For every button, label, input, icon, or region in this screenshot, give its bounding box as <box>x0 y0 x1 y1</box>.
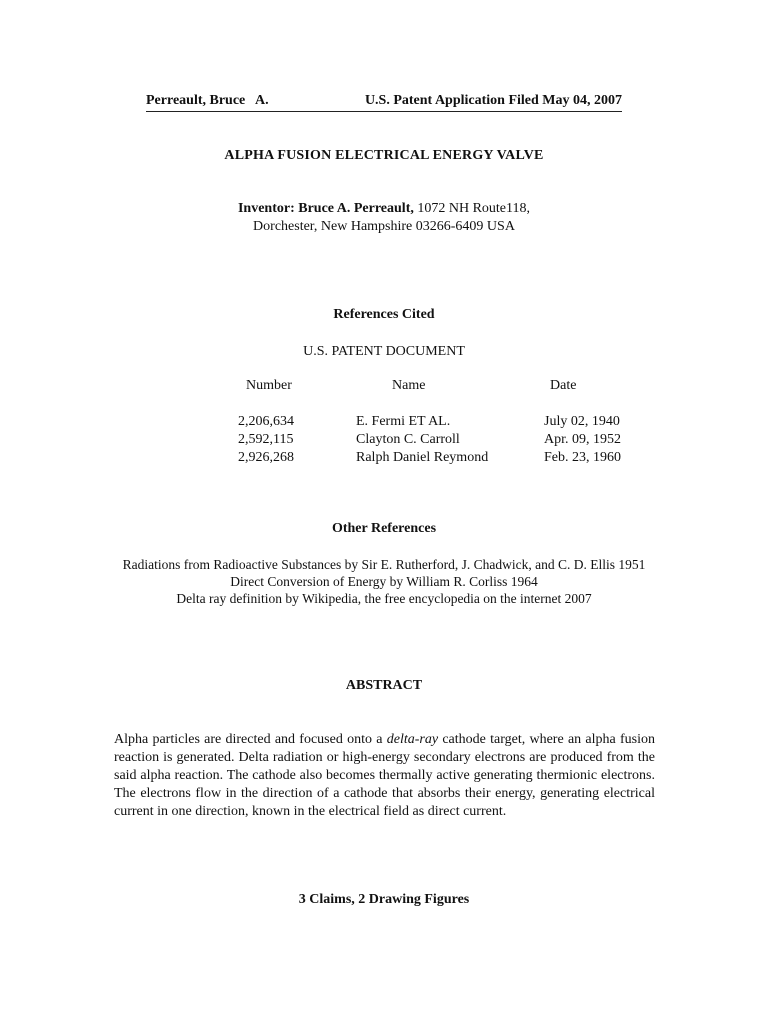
patent-date: Apr. 09, 1952 <box>544 432 621 447</box>
patent-name: E. Fermi ET AL. <box>356 414 451 429</box>
table-row <box>226 450 640 468</box>
patent-date: July 02, 1940 <box>544 414 620 429</box>
patent-number: 2,206,634 <box>238 414 294 429</box>
patent-document-subheading: U.S. PATENT DOCUMENT <box>303 344 465 359</box>
inventor-address-line2: Dorchester, New Hampshire 03266-6409 USA <box>253 219 515 234</box>
patent-name: Ralph Daniel Reymond <box>356 450 489 465</box>
abstract-emphasis: delta-ray <box>386 732 439 747</box>
claims-summary: 3 Claims, 2 Drawing Figures <box>298 892 470 907</box>
references-heading: References Cited <box>333 307 435 322</box>
patent-name: Clayton C. Carroll <box>356 432 460 447</box>
patent-number: 2,592,115 <box>238 432 294 447</box>
column-header-number: Number <box>246 378 292 393</box>
patent-number: 2,926,268 <box>238 450 294 465</box>
header-filing-date: U.S. Patent Application Filed May 04, 2007 <box>364 93 622 108</box>
other-references-heading: Other References <box>331 521 437 536</box>
table-row <box>226 432 640 450</box>
references-table <box>226 378 640 468</box>
column-header-name: Name <box>392 378 426 393</box>
header-author: Perreault, Bruce A. <box>146 93 269 108</box>
references-header-row <box>226 378 640 400</box>
other-reference-item: Radiations from Radioactive Substances by Sir E. Rutherford, J. Chadwick, and C. D. Ellis 1951 <box>122 557 646 572</box>
patent-date: Feb. 23, 1960 <box>544 450 621 465</box>
document-header <box>146 93 622 112</box>
column-header-date: Date <box>550 378 577 393</box>
abstract-text <box>114 731 655 821</box>
patent-title: ALPHA FUSION ELECTRICAL ENERGY VALVE <box>224 148 544 163</box>
other-reference-item: Delta ray definition by Wikipedia, the free encyclopedia on the internet 2007 <box>176 591 592 606</box>
abstract-text-start: Alpha particles are directed and focused onto a <box>114 732 387 747</box>
table-row <box>226 414 640 432</box>
inventor-label: Inventor: Bruce A. Perreault, <box>237 201 414 216</box>
other-reference-item: Direct Conversion of Energy by William R. Corliss 1964 <box>230 574 538 589</box>
abstract-text-end: cathode target, where an alpha fusion reaction is generated. Delta radiation or high-energy secondary electrons are produced from the said alpha reaction. The cathode also becomes thermally active generating thermionic electrons. The electrons flow in the direction of a cathode that absorbs their energy, generating electrical current in one direction, known in the electrical field as direct current. <box>114 732 655 819</box>
inventor-line <box>0 201 768 217</box>
inventor-address-line1: 1072 NH Route118, <box>413 201 531 216</box>
abstract-heading: ABSTRACT <box>345 678 423 693</box>
